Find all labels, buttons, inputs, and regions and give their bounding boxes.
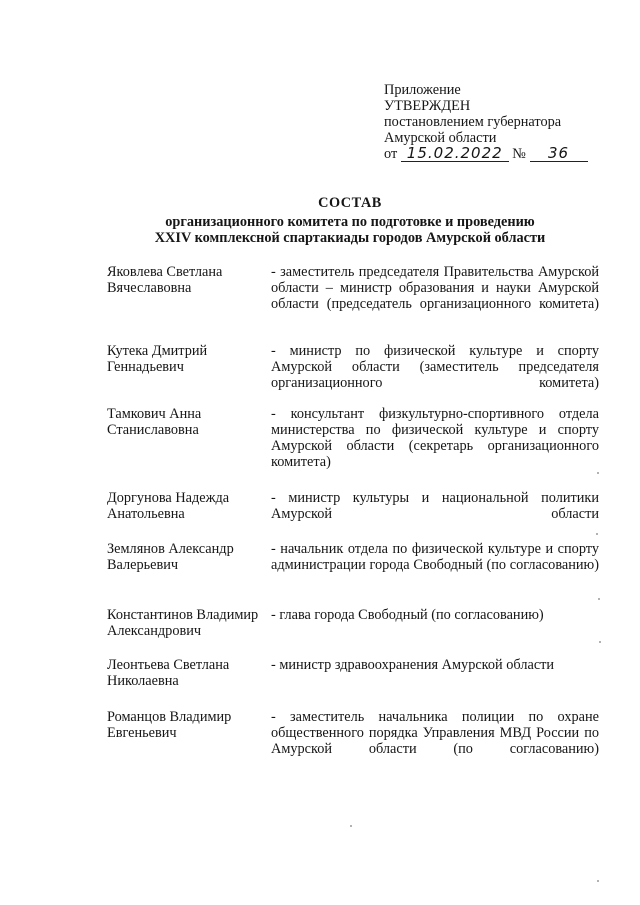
- member-role: - министр по физической культуре и спорту Амурской области (заместитель председателя организационного комитета): [271, 343, 599, 391]
- title-line-1: организационного комитета по подготовке и проведению: [165, 214, 535, 230]
- title-line-2: XXIV комплексной спартакиады городов Амурской области: [154, 230, 546, 246]
- approval-block: [384, 82, 624, 162]
- approved-label: УТВЕРЖДЕН: [384, 98, 471, 114]
- handwritten-number: 36: [530, 146, 588, 162]
- approval-authority: постановлением губернатора: [384, 114, 562, 130]
- title-heading: СОСТАВ: [318, 195, 382, 211]
- member-role: - консультант физкультурно-спортивного отдела министерства по физической культуре и спорту Амурской области (секретарь организационного комитета): [271, 406, 599, 470]
- scan-speck: [599, 641, 601, 643]
- member-role: - глава города Свободный (по согласованию): [271, 607, 544, 623]
- scan-speck: [350, 825, 352, 827]
- date-prefix: от: [384, 146, 398, 162]
- scan-speck: [596, 533, 598, 535]
- document-title: [120, 195, 580, 246]
- scan-speck: [597, 880, 599, 882]
- scan-speck: [598, 598, 600, 600]
- member-name: Кутека Дмитрий Геннадьевич: [107, 343, 208, 375]
- member-role: - министр культуры и национальной политики Амурской области: [271, 490, 599, 522]
- member-name: Тамкович Анна Станиславовна: [107, 406, 202, 438]
- appendix-label: Приложение: [384, 82, 461, 98]
- scan-speck: [597, 472, 599, 474]
- member-role: - начальник отдела по физической культуре и спорту администрации города Свободный (по согласованию): [271, 541, 599, 573]
- member-name: Землянов Александр Валерьевич: [107, 541, 234, 573]
- member-role: - заместитель начальника полиции по охране общественного порядка Управления МВД России по Амурской области (по согласованию): [271, 709, 599, 757]
- handwritten-date: 15.02.2022: [401, 146, 509, 162]
- member-role: - министр здравоохранения Амурской области: [271, 657, 555, 673]
- approval-region: Амурской области: [384, 130, 497, 146]
- member-role: - заместитель председателя Правительства Амурской области – министр образования и науки Амурской области (председатель организационного комитета): [271, 264, 599, 312]
- member-name: Доргунова Надежда Анатольевна: [107, 490, 230, 522]
- member-name: Константинов Владимир Александрович: [107, 607, 259, 639]
- member-name: Леонтьева Светлана Николаевна: [107, 657, 230, 689]
- number-prefix: №: [512, 146, 526, 162]
- member-name: Романцов Владимир Евгеньевич: [107, 709, 232, 741]
- approval-date-line: [384, 146, 624, 162]
- member-name: Яковлева Светлана Вячеславовна: [107, 264, 223, 296]
